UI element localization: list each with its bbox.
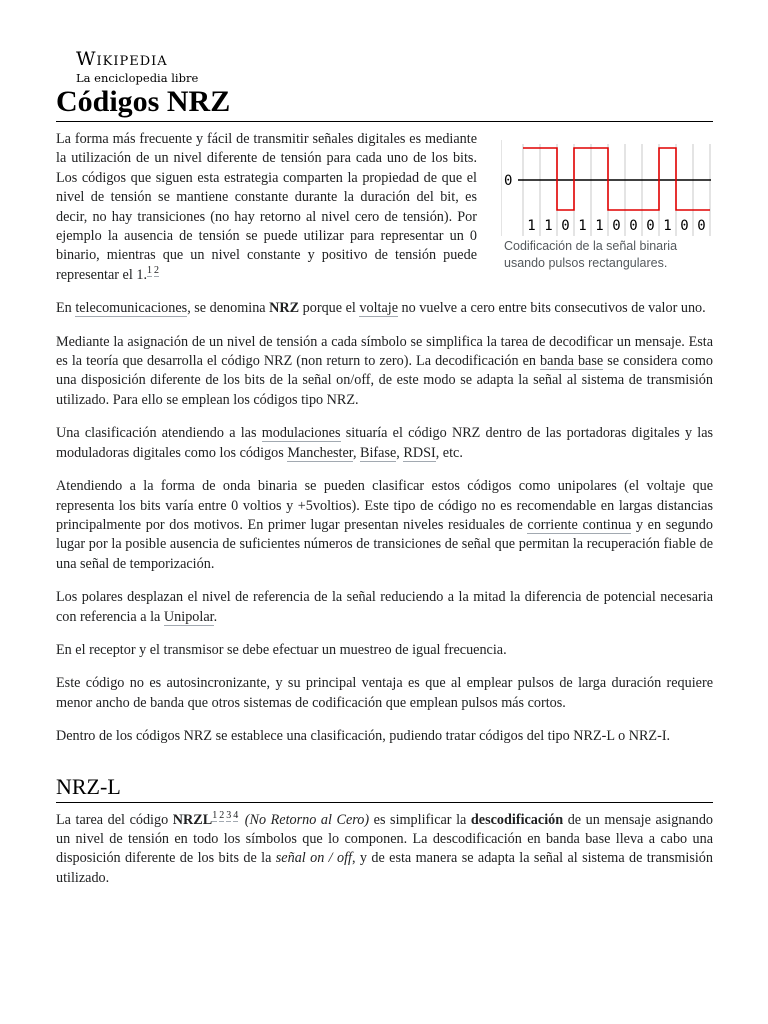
reference-link-1[interactable]: 1 — [212, 809, 218, 821]
paragraph-3: Mediante la asignación de un nivel de tensión a cada símbolo se simplifica la tarea de decodificar un mensaje. Esta es la teoría que desarrolla el código NRZ (non return to zero). La decodificación en banda base se considera como una disposición diferente de los bits de la señal on/off, de este modo se adapta la señal al sistema de transmisión utilizado. Para ello se emplean los códigos tipo NRZ. — [56, 333, 713, 408]
link-unipolar[interactable]: Unipolar — [163, 608, 214, 625]
term-nrzl: NRZL — [172, 811, 213, 828]
bit-label: 1 — [663, 218, 672, 234]
paragraph-8: Este código no es autosincronizante, y su principal ventaja es que al emplear pulsos de larga duración requiere menor ancho de banda que otros sistemas de codificación que emplean pulsos más cortos. — [56, 675, 713, 711]
paragraph-1 — [56, 130, 477, 285]
link-manchester[interactable]: Manchester — [287, 444, 353, 461]
reference-link-1[interactable]: 1 — [147, 265, 152, 277]
reference-group — [147, 265, 161, 276]
bit-label: 0 — [697, 218, 706, 234]
term-nrz: NRZ — [269, 300, 300, 317]
bit-label: 0 — [612, 218, 621, 234]
paragraph-4: Una clasificación atendiendo a las modulaciones situaría el código NRZ dentro de las portadoras digitales y las moduladoras digitales como los códigos Manchester, Bifase, RDSI, etc. — [56, 425, 714, 461]
figure-caption: Codificación de la señal binaria usando pulsos rectangulares. — [504, 239, 678, 270]
article-body — [56, 130, 713, 902]
paragraph-5: Atendiendo a la forma de onda binaria se pueden clasificar estos códigos como unipolares (el voltaje que representa los bits varía entre 0 voltios y +5voltios). Este tipo de código no es recomendable en largas distancias principalmente por dos motivos. En primer lugar presentan niveles residuales de corriente continua y en segundo lugar por la posible ausencia de suficientes números de transiciones de señal que permitan la recuperación fiable de una señal de temporización. — [56, 478, 713, 572]
link-rdsi[interactable]: RDSI — [403, 444, 436, 461]
page-title: Códigos NRZ — [56, 84, 713, 122]
link-telecomunicaciones[interactable]: telecomunicaciones — [75, 300, 188, 317]
wikipedia-logo[interactable] — [76, 48, 198, 85]
paragraph-1-text: La forma más frecuente y fácil de transmitir señales digitales es mediante la utilización de un nivel diferente de tensión para cada uno de los bits. Los códigos que siguen esta estrategia comparten la propiedad de que el nivel de tensión se mantiene constante durante la duración del bit, es decir, no hay transiciones (no hay retorno al nivel cero de tensión). Por ejemplo la ausencia de tensión se puede utilizar para representar un 0 binario, mientras que un nivel constante y positivo de tensión puede representar el 1. — [56, 131, 477, 283]
bit-label: 0 — [646, 218, 655, 234]
zero-axis-label: 0 — [504, 173, 513, 189]
paragraph-7: En el receptor y el transmisor se debe efectuar un muestreo de igual frecuencia. — [56, 641, 507, 658]
bit-label: 0 — [629, 218, 638, 234]
reference-link-2[interactable]: 2 — [219, 809, 225, 821]
link-corriente-continua[interactable]: corriente continua — [527, 516, 632, 533]
reference-link-3[interactable]: 3 — [226, 809, 232, 821]
link-bifase[interactable]: Bifase — [360, 444, 397, 461]
wikipedia-tagline: La enciclopedia libre — [76, 71, 199, 85]
paragraph-6: Los polares desplazan el nivel de referencia de la señal reduciendo a la mitad la diferencia de potencial necesaria con referencia a la Unipolar. — [56, 589, 713, 625]
bit-label: 1 — [595, 218, 604, 234]
bit-label: 0 — [561, 218, 570, 234]
bit-label: 1 — [544, 218, 553, 234]
reference-group — [212, 810, 240, 821]
bit-label: 0 — [680, 218, 689, 234]
term-no-retorno: (No Retorno al Cero) — [244, 811, 370, 828]
reference-link-4[interactable]: 4 — [233, 809, 239, 821]
section-heading-nrz-l: NRZ-L — [56, 773, 713, 803]
wikipedia-wordmark: Wikipedia — [76, 48, 168, 70]
reference-link-2[interactable]: 2 — [154, 265, 159, 277]
bit-label: 1 — [578, 218, 587, 234]
paragraph-10: La tarea del código $NRZL^{1 2 3 4}$ (No Retorno al Cero) es simplificar la descodificación de un mensaje asignando un nivel de tensión en todo los símbolos que lo componen. La descodificación en banda base lleva a cabo una disposición diferente de los bits de la señal on / off, y de esta manera se adapta la señal al sistema de transmisión utilizado. — [56, 809, 714, 886]
link-banda-base[interactable]: banda base — [540, 353, 604, 370]
paragraph-9: Dentro de los códigos NRZ se establece una clasificación, pudiendo tratar códigos del tipo NRZ-L o NRZ-I. — [56, 728, 671, 745]
term-descodificacion: descodificación — [470, 811, 564, 828]
link-modulaciones[interactable]: modulaciones — [261, 425, 341, 442]
link-voltaje[interactable]: voltaje — [359, 300, 398, 317]
bit-label: 1 — [527, 218, 536, 234]
term-senal-on-off: señal on / off — [275, 850, 352, 867]
paragraph-2: En telecomunicaciones, se denomina NRZ porque el voltaje no vuelve a cero entre bits consecutivos de valor uno. — [56, 300, 706, 317]
